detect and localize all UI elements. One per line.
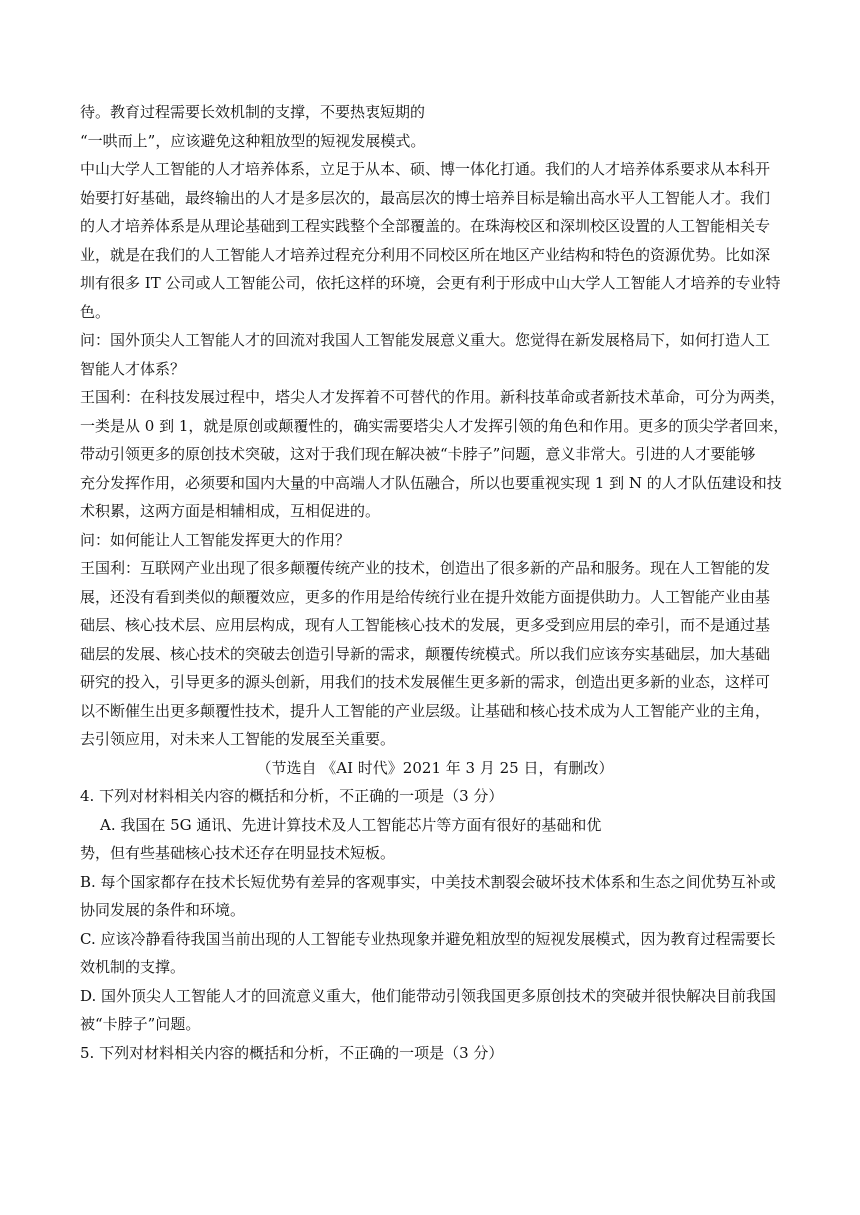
paragraph-line: 待。教育过程需要长效机制的支撑，不要热衷短期的	[80, 103, 426, 121]
option-line: C. 应该冷静看待我国当前出现的人工智能专业热现象并避免粗放型的短视发展模式，因为教育过程需要长	[80, 929, 776, 948]
question-stem: 5. 下列对材料相关内容的概括和分析，不正确的一项是（3 分）	[80, 1043, 504, 1062]
answer-line: 础层的发展、核心技术的突破去创造引导新的需求，颠覆传统模式。所以我们应该夯实基础层，加大基础	[80, 644, 771, 663]
paragraph-line: 圳有很多 IT 公司或人工智能公司，依托这样的环境，会更有利于形成中山大学人工智能人才培养的专业特	[80, 274, 781, 292]
question-line: 智能人才体系？	[80, 359, 186, 378]
paragraph-line: 色。	[80, 302, 111, 321]
paragraph-line: “一哄而上”，应该避免这种粗放型的短视发展模式。	[80, 131, 426, 150]
answer-line: 王国利：在科技发展过程中，塔尖人才发挥着不可替代的作用。新科技革命或者新技术革命，可分为两类，	[80, 388, 786, 406]
answer-line: 王国利：互联网产业出现了很多颠覆传统产业的技术，创造出了很多新的产品和服务。现在人工智能的发	[80, 559, 771, 577]
paragraph-line: 中山大学人工智能的人才培养体系，立足于从本、硕、博一体化打通。我们的人才培养体系要求从本科开	[80, 160, 771, 178]
answer-line: 以不断催生出更多颠覆性技术，提升人工智能的产业层级。让基础和核心技术成为人工智能产业的主角，	[80, 701, 771, 720]
answer-line: 术积累，这两方面是相辅相成，互相促进的。	[80, 502, 381, 520]
option-line: 效机制的支撑。	[80, 958, 186, 976]
question-line: 问：如何能让人工智能发挥更大的作用？	[80, 530, 351, 549]
option-line: B. 每个国家都存在技术长短优势有差异的客观事实，中美技术割裂会破坏技术体系和生态之间优势互补或	[80, 872, 776, 891]
paragraph-line: 业，就是在我们的人工智能人才培养过程充分利用不同校区所在地区产业结构和特色的资源优势。比如深	[80, 245, 771, 264]
answer-line: 研究的投入，引导更多的源头创新，用我们的技术发展催生更多新的需求，创造出更多新的业态，这样可	[80, 673, 771, 691]
option-line: D. 国外顶尖人工智能人才的回流意义重大，他们能带动引领我国更多原创技术的突破并很快解决目前我国	[80, 986, 777, 1005]
paragraph-line: 始要打好基础，最终输出的人才是多层次的，最高层次的博士培养目标是输出高水平人工智能人才。我们	[80, 188, 771, 207]
option-line: 被“卡脖子”问题。	[80, 1015, 201, 1033]
question-stem: 4. 下列对材料相关内容的概括和分析，不正确的一项是（3 分）	[80, 787, 504, 805]
paragraph-line: 的人才培养体系是从理论基础到工程实践整个全部覆盖的。在珠海校区和深圳校区设置的人工智能相关专	[80, 217, 771, 235]
option-line: 势，但有些基础核心技术还存在明显技术短板。	[80, 844, 396, 862]
answer-line: 充分发挥作用，必须要和国内大量的中高端人才队伍融合，所以也要重视实现 1 到 N 的人才队伍建设和技	[80, 473, 782, 492]
document-body	[80, 98, 790, 1067]
answer-line: 带动引领更多的原创技术突破，这对于我们现在解决被“卡脖子”问题，意义非常大。引进的人才要能够	[80, 445, 756, 463]
option-line: 协同发展的条件和环境。	[80, 901, 246, 919]
question-line: 问：国外顶尖人工智能人才的回流对我国人工智能发展意义重大。您觉得在新发展格局下，如何打造人工	[80, 331, 771, 349]
option-line: A. 我国在 5G 通讯、先进计算技术及人工智能芯片等方面有很好的基础和优	[100, 815, 602, 834]
answer-line: 去引领应用，对未来人工智能的发展至关重要。	[80, 730, 396, 748]
answer-line: 展，还没有看到类似的颠覆效应，更多的作用是给传统行业在提升效能方面提供助力。人工智能产业由基	[80, 587, 771, 606]
answer-line: 础层、核心技术层、应用层构成，现有人工智能核心技术的发展，更多受到应用层的牵引，而不是通过基	[80, 616, 771, 634]
source-citation: （节选自 《AI 时代》2021 年 3 月 25 日，有删改）	[256, 758, 614, 777]
answer-line: 一类是从 0 到 1，就是原创或颠覆性的，确实需要塔尖人才发挥引领的角色和作用。更多的顶尖学者回来，	[80, 416, 789, 435]
